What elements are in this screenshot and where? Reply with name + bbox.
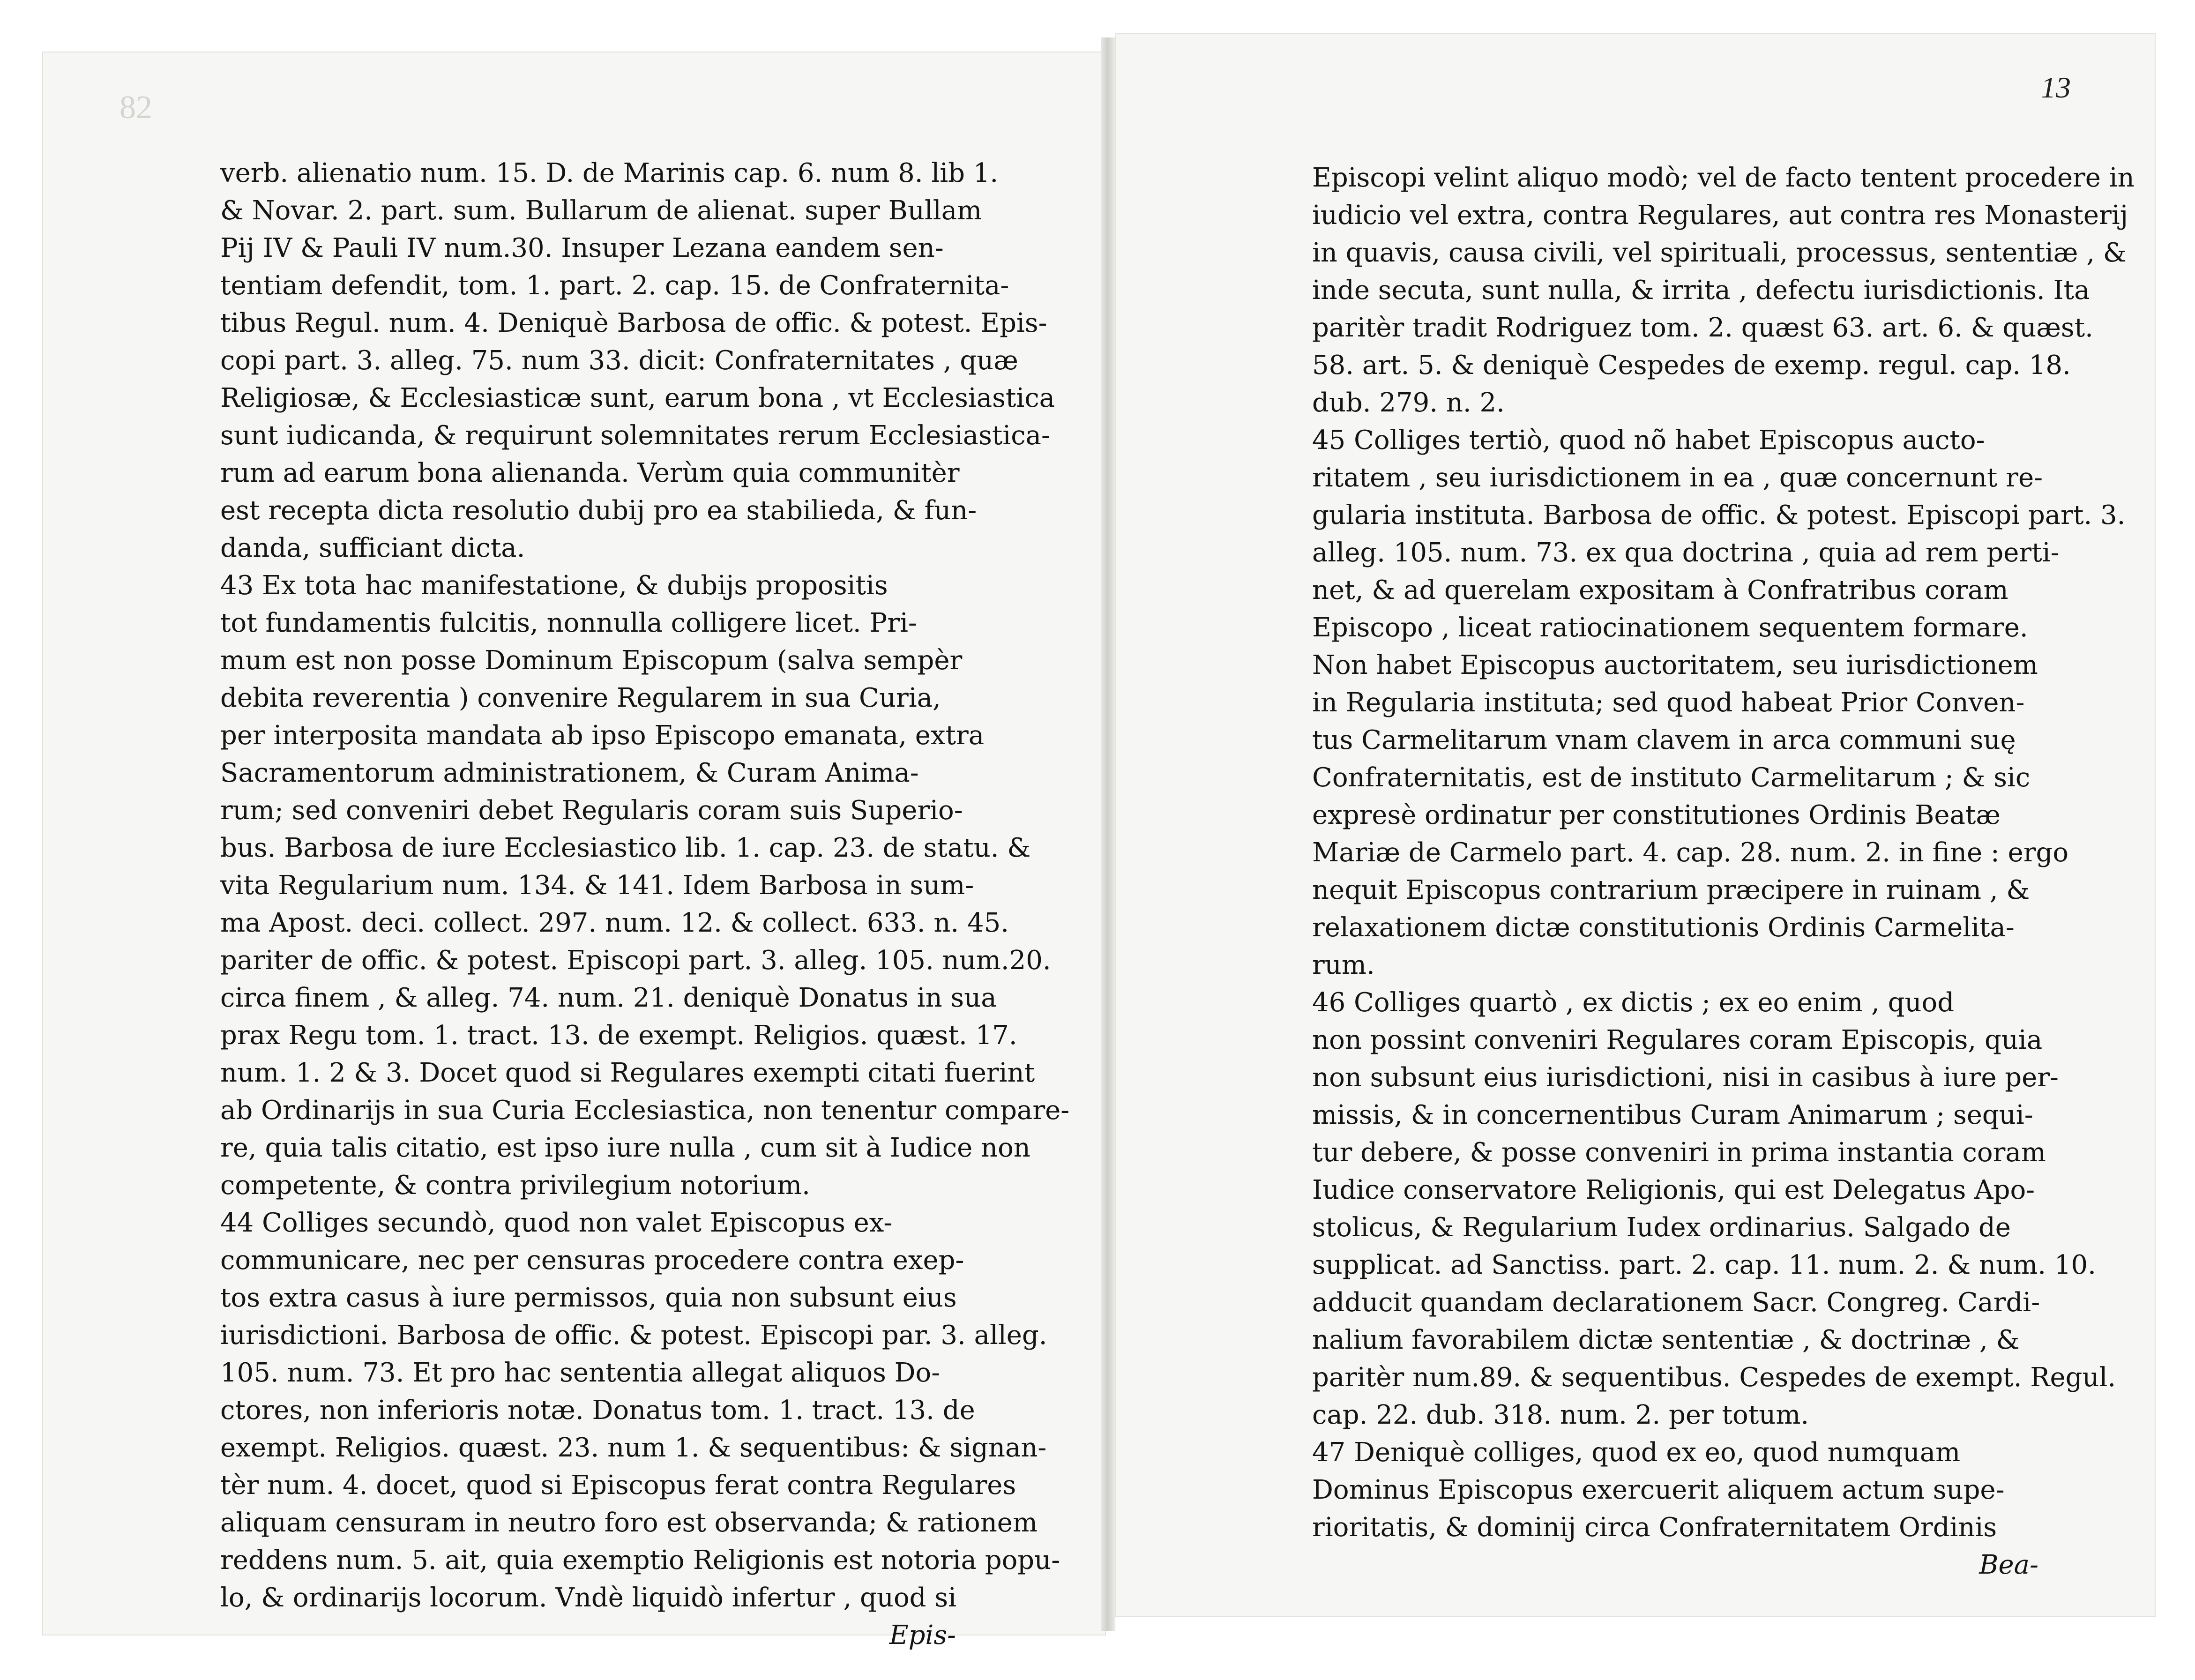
text-line: tentiam defendit, tom. 1. part. 2. cap. 15. de Confraternita-: [220, 270, 1009, 301]
text-line: verb. alienatio num. 15. D. de Marinis cap. 6. num 8. lib 1.: [220, 158, 999, 188]
text-line: 43 Ex tota hac manifestatione, & dubijs propositis: [220, 570, 888, 601]
text-line: alleg. 105. num. 73. ex qua doctrina , quia ad rem perti-: [1312, 538, 2060, 568]
text-line: Episcopo , liceat ratiocinationem sequentem formare.: [1312, 612, 2028, 643]
text-line: aliquam censuram in neutro foro est observanda; & rationem: [220, 1508, 1038, 1538]
text-line: inde secuta, sunt nulla, & irrita , defectu iurisdictionis. Ita: [1312, 275, 2090, 306]
text-line: net, & ad querelam expositam à Confratribus coram: [1312, 575, 2008, 605]
right-text-column: [1312, 159, 2135, 1584]
text-line: adducit quandam declarationem Sacr. Congreg. Cardi-: [1312, 1287, 2040, 1318]
text-line: dub. 279. n. 2.: [1312, 388, 1505, 418]
text-line: per interposita mandata ab ipso Episcopo emanata, extra: [220, 720, 985, 751]
text-line: exempt. Religios. quæst. 23. num 1. & sequentibus: & signan-: [220, 1433, 1047, 1463]
text-line: Pij IV & Pauli IV num.30. Insuper Lezana eandem sen-: [220, 233, 944, 263]
text-line: prax Regu tom. 1. tract. 13. de exempt. Religios. quæst. 17.: [220, 1020, 1017, 1051]
text-line: in Regularia instituta; sed quod habeat Prior Conven-: [1312, 687, 2025, 718]
text-line: num. 1. 2 & 3. Docet quod si Regulares exempti citati fuerint: [220, 1058, 1035, 1088]
text-line: est recepta dicta resolutio dubij pro ea stabilieda, & fun-: [220, 495, 977, 526]
text-line: nalium favorabilem dictæ sententiæ , & doctrinæ , &: [1312, 1325, 2020, 1355]
text-line: Non habet Episcopus auctoritatem, seu iurisdictionem: [1312, 650, 2038, 680]
text-line: tur debere, & posse conveniri in prima instantia coram: [1312, 1137, 2046, 1168]
text-line: copi part. 3. alleg. 75. num 33. dicit: Confraternitates , quæ: [220, 345, 1018, 376]
text-line: nequit Episcopus contrarium præcipere in ruinam , &: [1312, 875, 2030, 905]
text-line: ma Apost. deci. collect. 297. num. 12. & collect. 633. n. 45.: [220, 908, 1009, 938]
text-line: rioritatis, & dominij circa Confraternitatem Ordinis: [1312, 1512, 1997, 1543]
text-line: stolicus, & Regularium Iudex ordinarius. Salgado de: [1312, 1212, 2011, 1243]
text-line: 46 Colliges quartò , ex dictis ; ex eo enim , quod: [1312, 987, 1955, 1018]
text-line: debita reverentia ) convenire Regularem in sua Curia,: [220, 683, 941, 713]
text-line: tos extra casus à iure permissos, quia non subsunt eius: [220, 1283, 957, 1313]
text-line: 105. num. 73. Et pro hac sententia allegat aliquos Do-: [220, 1358, 941, 1388]
text-line: tus Carmelitarum vnam clavem in arca communi suę: [1312, 725, 2016, 755]
text-line: ritatem , seu iurisdictionem in ea , quæ concernunt re-: [1312, 463, 2043, 493]
text-line: non possint conveniri Regulares coram Episcopis, quia: [1312, 1025, 2043, 1055]
text-line: Mariæ de Carmelo part. 4. cap. 28. num. 2. in fine : ergo: [1312, 837, 2069, 868]
text-line: paritèr tradit Rodriguez tom. 2. quæst 63. art. 6. & quæst.: [1312, 313, 2093, 343]
text-line: 58. art. 5. & deniquè Cespedes de exemp. regul. cap. 18.: [1312, 350, 2071, 381]
text-line: sunt iudicanda, & requirunt solemnitates rerum Ecclesiastica-: [220, 420, 1050, 451]
bleed-through-folio: 82: [119, 90, 152, 126]
text-line: rum.: [1312, 950, 1375, 980]
text-line: rum ad earum bona alienanda. Verùm quia communitèr: [220, 458, 960, 488]
book-gutter: [1101, 37, 1115, 1631]
text-line: supplicat. ad Sanctiss. part. 2. cap. 11. num. 2. & num. 10.: [1312, 1250, 2096, 1280]
text-line: 44 Colliges secundò, quod non valet Episcopus ex-: [220, 1208, 893, 1238]
text-line: & Novar. 2. part. sum. Bullarum de alienat. super Bullam: [220, 195, 982, 226]
text-line: 45 Colliges tertiò, quod nõ habet Episcopus aucto-: [1312, 425, 1985, 455]
text-line: mum est non posse Dominum Episcopum (salva sempèr: [220, 645, 963, 676]
text-line: expresè ordinatur per constitutiones Ordinis Beatæ: [1312, 800, 2001, 830]
text-line: non subsunt eius iurisdictioni, nisi in casibus à iure per-: [1312, 1062, 2059, 1093]
text-line: missis, & in concernentibus Curam Animarum ; sequi-: [1312, 1100, 2033, 1130]
text-line: Religiosæ, & Ecclesiasticæ sunt, earum bona , vt Ecclesiastica: [220, 383, 1055, 413]
text-line: 47 Deniquè colliges, quod ex eo, quod numquam: [1312, 1437, 1961, 1468]
text-line: Iudice conservatore Religionis, qui est Delegatus Apo-: [1312, 1175, 2035, 1205]
text-line: iudicio vel extra, contra Regulares, aut contra res Monasterij: [1312, 200, 2128, 231]
text-line: pariter de offic. & potest. Episcopi part. 3. alleg. 105. num.20.: [220, 945, 1051, 976]
text-line: in quavis, causa civili, vel spirituali, processus, sententiæ , &: [1312, 238, 2127, 268]
page-number: 13: [2041, 71, 2071, 104]
text-line: tèr num. 4. docet, quod si Episcopus ferat contra Regulares: [220, 1470, 1016, 1501]
text-line: vita Regularium num. 134. & 141. Idem Barbosa in sum-: [220, 870, 974, 901]
text-line: communicare, nec per censuras procedere contra exep-: [220, 1245, 964, 1276]
text-line: competente, & contra privilegium notorium.: [220, 1170, 810, 1201]
text-line: lo, & ordinarijs locorum. Vndè liquidò infertur , quod si: [220, 1583, 956, 1613]
text-line: danda, sufficiant dicta.: [220, 533, 525, 563]
text-line: tot fundamentis fulcitis, nonnulla colligere licet. Pri-: [220, 608, 917, 638]
text-line: iurisdictioni. Barbosa de offic. & potest. Episcopi par. 3. alleg.: [220, 1320, 1047, 1351]
text-line: rum; sed conveniri debet Regularis coram suis Superio-: [220, 795, 963, 826]
text-line: gularia instituta. Barbosa de offic. & potest. Episcopi part. 3.: [1312, 500, 2126, 530]
text-line: ctores, non inferioris notæ. Donatus tom. 1. tract. 13. de: [220, 1395, 975, 1426]
text-line: bus. Barbosa de iure Ecclesiastico lib. 1. cap. 23. de statu. &: [220, 833, 1031, 863]
text-line: reddens num. 5. ait, quia exemptio Religionis est notoria popu-: [220, 1545, 1060, 1575]
text-line: relaxationem dictæ constitutionis Ordinis Carmelita-: [1312, 912, 2015, 943]
text-line: Confraternitatis, est de instituto Carmelitarum ; & sic: [1312, 762, 2031, 793]
catchword: Epis-: [889, 1620, 956, 1650]
text-line: ab Ordinarijs in sua Curia Ecclesiastica, non tenentur compare-: [220, 1095, 1070, 1126]
text-line: circa finem , & alleg. 74. num. 21. deniquè Donatus in sua: [220, 983, 997, 1013]
text-line: paritèr num.89. & sequentibus. Cespedes de exempt. Regul.: [1312, 1362, 2116, 1393]
catchword: Bea-: [1979, 1550, 2038, 1580]
text-line: Episcopi velint aliquo modò; vel de facto tentent procedere in: [1312, 163, 2135, 193]
text-line: Dominus Episcopus exercuerit aliquem actum supe-: [1312, 1475, 2005, 1505]
text-line: Sacramentorum administrationem, & Curam Anima-: [220, 758, 919, 788]
text-line: tibus Regul. num. 4. Deniquè Barbosa de offic. & potest. Epis-: [220, 308, 1047, 338]
text-line: re, quia talis citatio, est ipso iure nulla , cum sit à Iudice non: [220, 1133, 1030, 1163]
text-line: cap. 22. dub. 318. num. 2. per totum.: [1312, 1400, 1809, 1430]
left-text-column: [220, 155, 1070, 1654]
